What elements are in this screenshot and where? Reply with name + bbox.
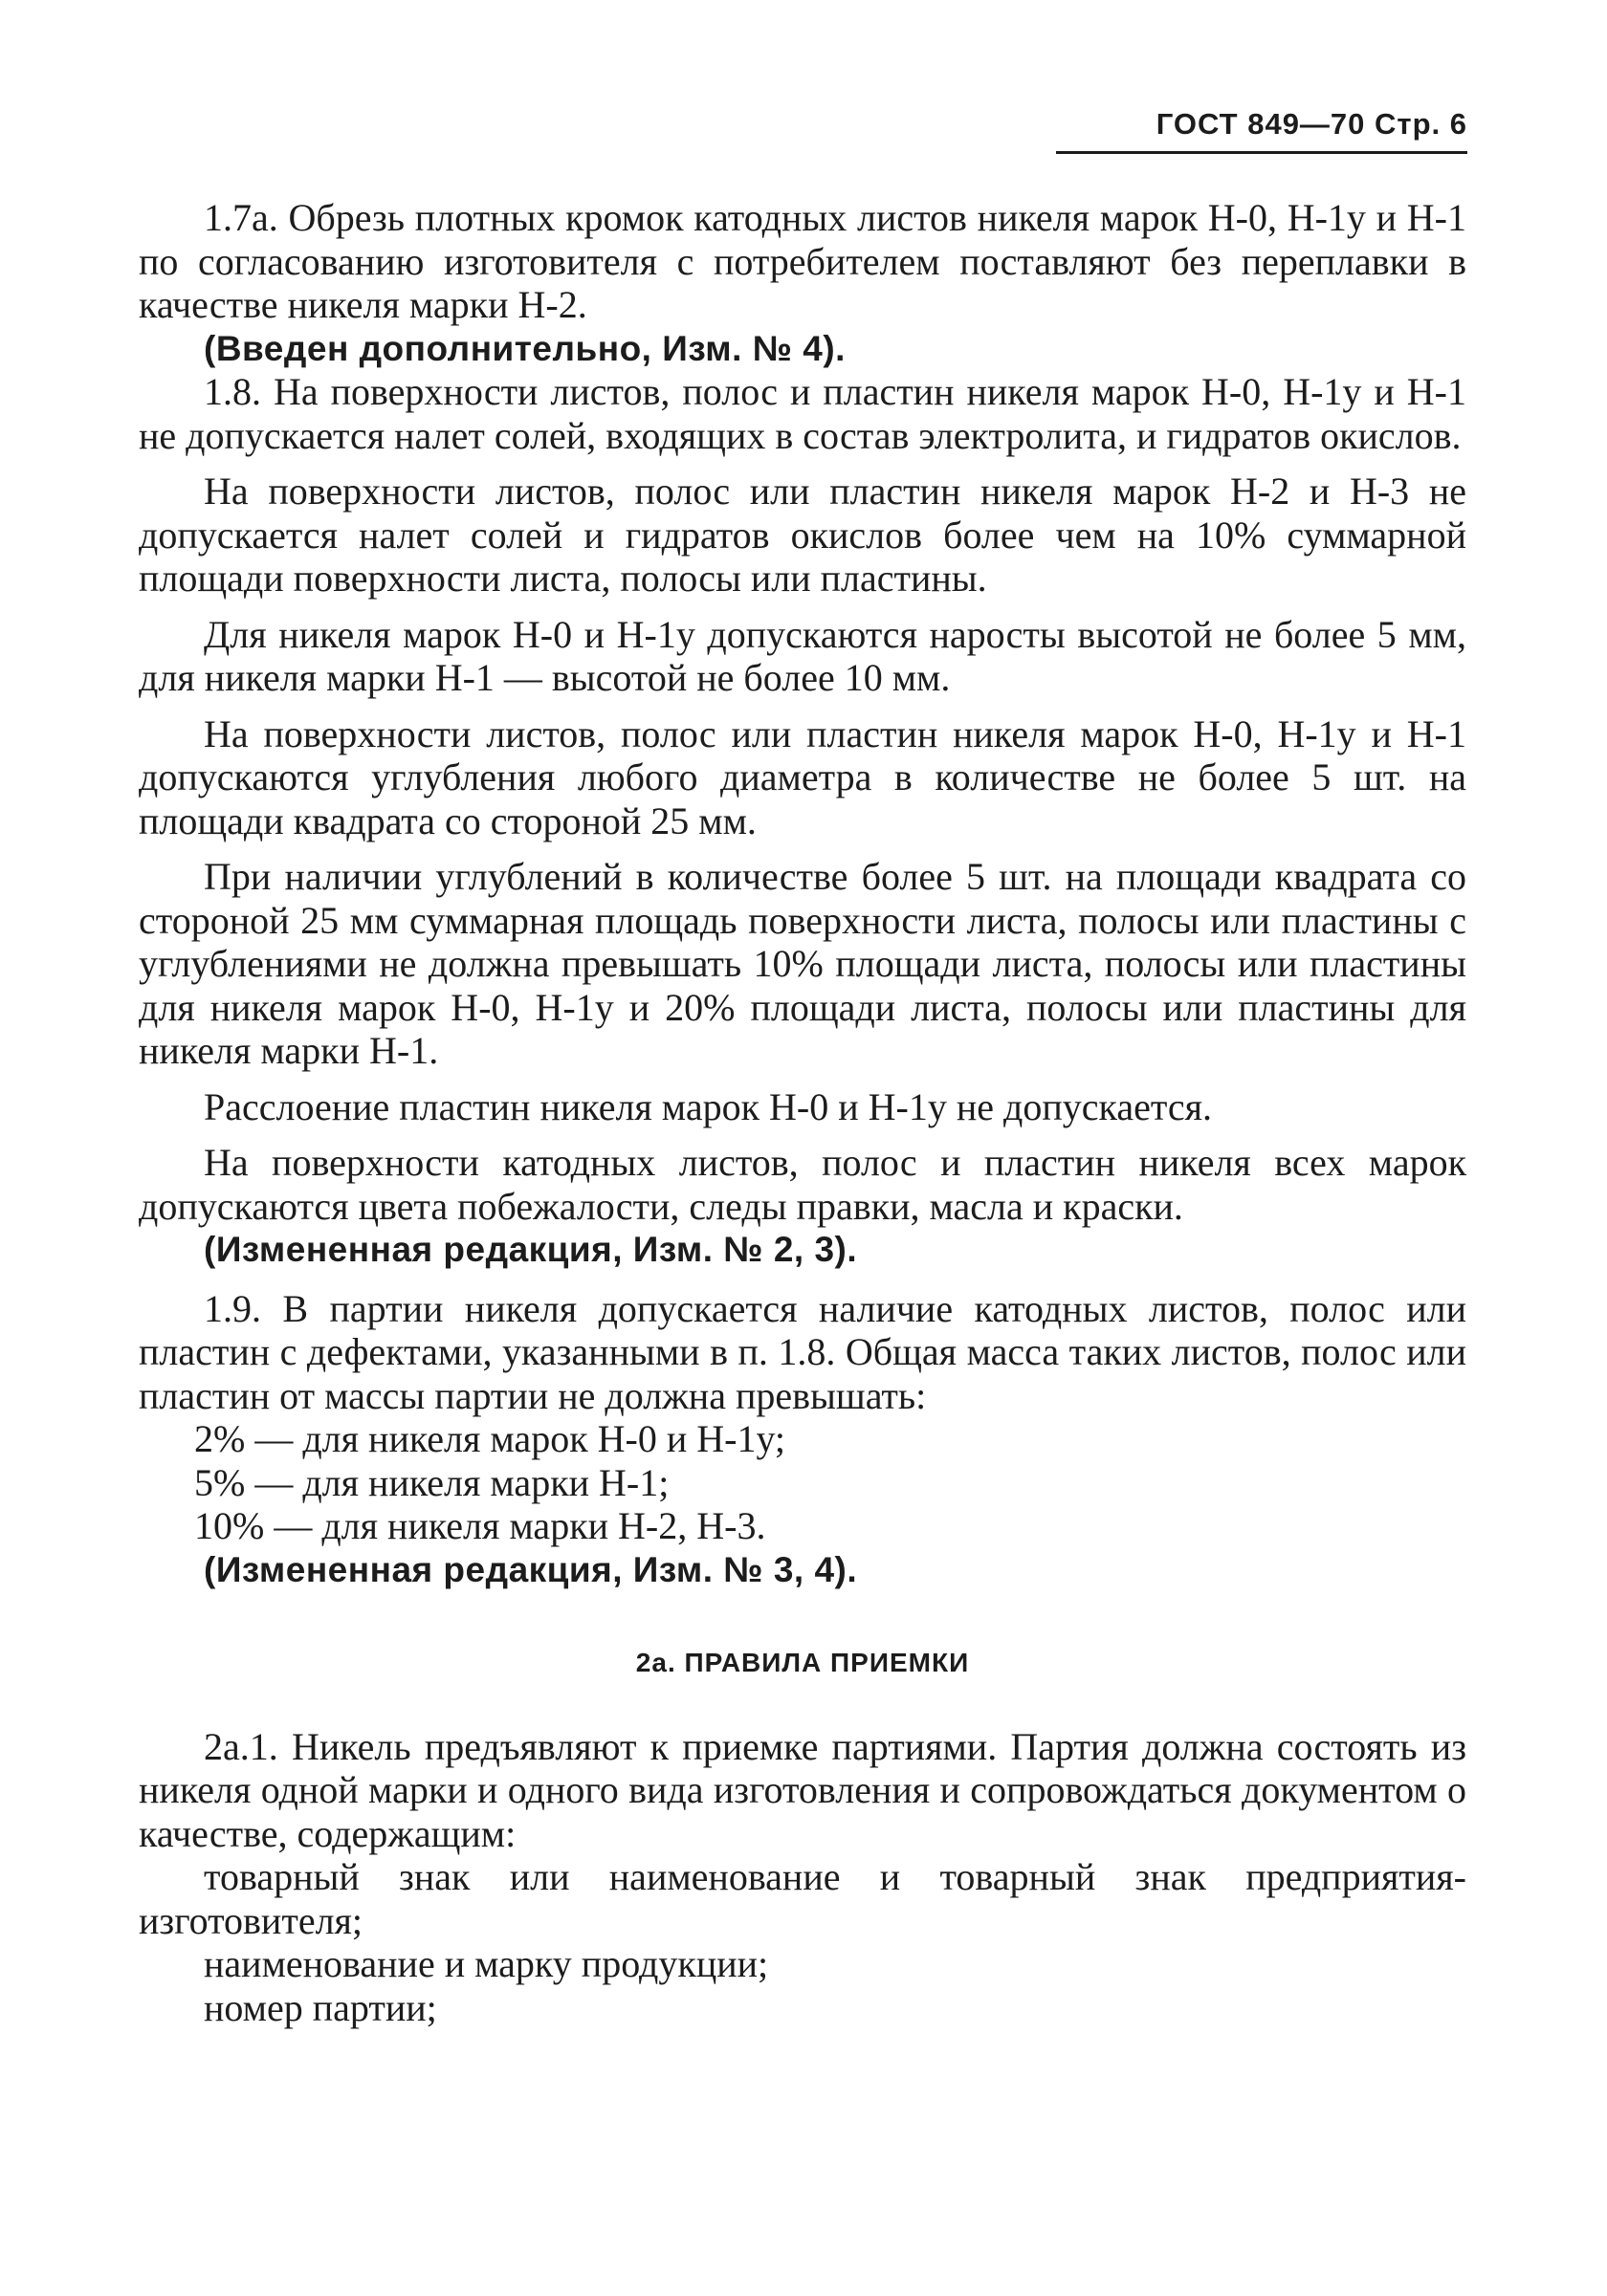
paragraph-1-8-tarnish: На поверхности катодных листов, полос и пластин никеля всех марок допускаются цвета побежалости, следы правки, масла и краски. [139,1141,1466,1228]
paragraph-1-8: 1.8. На поверхности листов, полос и пластин никеля марок Н-0, Н-1у и Н-1 не допускается налет солей, входящих в состав электролита, и гидратов окислов. [139,370,1466,457]
paragraph-1-8-pits: На поверхности листов, полос или пластин никеля марок Н-0, Н-1у и Н-1 допускаются углубления любого диаметра в количестве не более 5 шт. на площади квадрата со стороной 25 мм. [139,711,1466,842]
paragraph-2a-1: 2а.1. Никель предъявляют к приемке партиями. Партия должна состоять из никеля одной марки и одного вида изготовления и сопровождаться документом о качестве, содержащим: [139,1724,1466,1855]
section-heading: 2а. ПРАВИЛА ПРИЕМКИ [635,1648,970,1677]
header-rule [1056,151,1467,154]
list-item: 2% — для никеля марок Н-0 и Н-1у; [194,1417,786,1460]
paragraph-1-9: 1.9. В партии никеля допускается наличие катодных листов, полос или пластин с дефектами, указанными в п. 1.8. Общая масса таких листов, полос или пластин от массы партии не должна превышать: [139,1286,1466,1417]
paragraph-1-8-growths: Для никеля марок Н-0 и Н-1у допускаются наросты высотой не более 5 мм, для никеля марки Н-1 — высотой не более 10 мм. [139,612,1466,699]
list-item: 10% — для никеля марки Н-2, Н-3. [194,1504,766,1547]
page-header: ГОСТ 849—70 Стр. 6 [1156,107,1467,141]
list-item: 5% — для никеля марки Н-1; [194,1460,670,1504]
list-item: товарный знак или наименование и товарный знак предприятия-изготовителя; [139,1855,1466,1942]
list-item: номер партии; [204,1985,437,2029]
paragraph-1-8-delamination: Расслоение пластин никеля марок Н-0 и Н-1у не допускается. [204,1084,1212,1128]
amendment-note: (Измененная редакция, Изм. № 3, 4). [204,1549,858,1589]
paragraph-1-8-salts: На поверхности листов, полос или пластин никеля марок Н-2 и Н-3 не допускается налет солей и гидратов окислов более чем на 10% суммарной площади поверхности листа, полосы или пластины. [139,470,1466,600]
amendment-note: (Введен дополнительно, Изм. № 4). [204,328,846,368]
paragraph-1-7a: 1.7а. Обрезь плотных кромок катодных листов никеля марок Н-0, Н-1у и Н-1 по согласованию изготовителя с потребителем поставляют без переплавки в качестве никеля марки Н-2. [139,196,1466,326]
paragraph-1-8-pit-area: При наличии углублений в количестве более 5 шт. на площади квадрата со стороной 25 мм суммарная площадь поверхности листа, полосы или пластины с углублениями не должна превышать 10% площади листа, полосы или пластины для никеля марок Н-0, Н-1у и 20% площади листа, полосы или пластины для никеля марки Н-1. [139,855,1466,1072]
amendment-note: (Измененная редакция, Изм. № 2, 3). [204,1230,858,1269]
list-item: наименование и марку продукции; [204,1942,769,1985]
document-body [139,196,1466,2029]
